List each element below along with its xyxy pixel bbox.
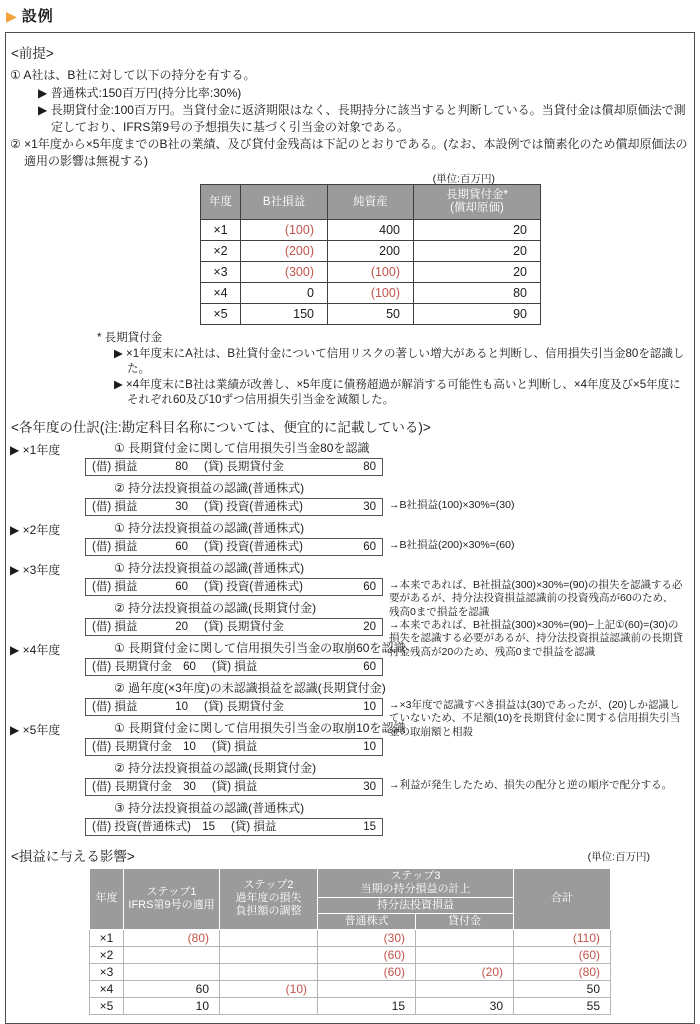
debit-label: (借) 損益 (92, 620, 138, 633)
col-year: 年度 (90, 868, 124, 929)
credit-amount: 15 (363, 820, 376, 833)
journal-entry-box (85, 618, 383, 636)
loan-cell (416, 980, 514, 997)
journal-entry-box (85, 738, 383, 756)
credit-amount: 30 (363, 500, 376, 513)
journal-year-label: ▶ ×4年度 (10, 642, 61, 657)
col-year: 年度 (201, 185, 241, 220)
credit-amount: 60 (363, 660, 376, 673)
na-cell: 400 (328, 220, 414, 241)
na-cell: (100) (328, 283, 414, 304)
journal-entry-box (85, 498, 383, 516)
journal-entry-title: ③ 持分法投資損益の認識(普通株式) (114, 800, 305, 815)
impact-table (89, 868, 611, 1015)
premise-item-1: ① A社は、B社に対して以下の持分を有する。 (10, 68, 256, 82)
journal-entry-box (85, 818, 383, 836)
journal-entry-title: ② 持分法投資損益の認識(普通株式) (114, 480, 305, 495)
journal-entry-title: ② 過年度(×3年度)の未認識損益を認識(長期貸付金) (114, 680, 386, 695)
debit-amount: 60 (175, 540, 188, 553)
unit-label: (単位:百万円) (587, 850, 650, 863)
credit-label: (貸) 損益 (211, 780, 258, 793)
journal-entry-box (85, 578, 383, 596)
credit-amount: 10 (363, 740, 376, 753)
stock-cell: (30) (318, 929, 416, 946)
footnote-title: * 長期貸付金 (97, 332, 163, 344)
credit-amount: 80 (363, 460, 376, 473)
table-row (90, 997, 611, 1014)
debit-label: (借) 損益 (92, 540, 138, 553)
journal-annotation: →B社損益(100)×30%=(30) (389, 498, 515, 511)
col-common-stock: 普通株式 (318, 913, 416, 929)
journal-year-label: ▶ ×2年度 (10, 522, 61, 537)
loan-cell: 30 (416, 997, 514, 1014)
year-cell: ×1 (201, 220, 241, 241)
impact-heading-row (11, 845, 688, 865)
step2-cell (220, 946, 318, 963)
journal-entry-row (85, 538, 688, 556)
orange-triangle-icon: ▶ (6, 7, 17, 24)
premise-item-2: ② ×1年度から×5年度までのB社の業績、及び貸付金残高は下記のとおりである。(なお、本設例では簡素化のため償却原価法の適用の影響は無視する) (10, 137, 688, 168)
pl-cell: (200) (241, 241, 328, 262)
journal-entry-title: ① 長期貸付金に関して信用損失引当金80を認識 (114, 440, 370, 455)
premise-bullet-stock: ▶ 普通株式:150百万円(持分比率:30%) (38, 85, 242, 100)
step2-cell (220, 929, 318, 946)
credit-label: (貸) 長期貸付金 (204, 620, 284, 633)
journal-entry-box (85, 698, 383, 716)
journal-year-label: ▶ ×1年度 (10, 442, 61, 457)
year-cell: ×3 (201, 262, 241, 283)
col-net-assets: 純資産 (328, 185, 414, 220)
unit-label: (単位:百万円) (432, 173, 495, 185)
impact-heading: <損益に与える影響> (11, 848, 135, 864)
debit-label: (借) 長期貸付金 (92, 740, 172, 753)
debit-amount: 10 (183, 740, 196, 753)
total-cell: (110) (514, 929, 611, 946)
stock-cell: 15 (318, 997, 416, 1014)
table-row (201, 262, 541, 283)
journal-entry-row (85, 498, 688, 516)
step1-cell: 60 (124, 980, 220, 997)
table-row (201, 283, 541, 304)
premise-bullet-loan: ▶ 長期貸付金:100百万円。当貸付金に返済期限はなく、長期持分に該当すると判断している。当貸付金は償却原価法で測定しており、IFRS第9号の予想損失に基づく引当金の対象である。 (38, 103, 686, 134)
credit-label: (貸) 投資(普通株式) (204, 540, 304, 553)
year-cell: ×4 (201, 283, 241, 304)
pl-cell: (100) (241, 220, 328, 241)
total-cell: (60) (514, 946, 611, 963)
journal-entry-row (85, 778, 688, 796)
step1-cell: 10 (124, 997, 220, 1014)
loan-cell: 20 (414, 262, 541, 283)
na-cell: 200 (328, 241, 414, 262)
example-box (5, 32, 695, 1024)
debit-label: (借) 損益 (92, 460, 138, 473)
step1-cell: (80) (124, 929, 220, 946)
step2-cell: (10) (220, 980, 318, 997)
loan-cell: 80 (414, 283, 541, 304)
journal-entry-row (85, 458, 688, 476)
journal-entry-box (85, 778, 383, 796)
step1-cell (124, 963, 220, 980)
debit-label: (借) 長期貸付金 (92, 780, 172, 793)
journal-entry-row (85, 818, 688, 836)
journal-year-x5 (10, 721, 688, 836)
journal-entry-title: ① 持分法投資損益の認識(普通株式) (114, 560, 305, 575)
stock-cell (318, 980, 416, 997)
step1-cell (124, 946, 220, 963)
table-row (90, 963, 611, 980)
table-row (201, 220, 541, 241)
credit-label: (貸) 長期貸付金 (204, 460, 284, 473)
debit-label: (借) 長期貸付金 (92, 660, 172, 673)
credit-label: (貸) 長期貸付金 (204, 700, 284, 713)
journal-year-x2 (10, 521, 688, 556)
pl-cell: (300) (241, 262, 328, 283)
debit-label: (借) 損益 (92, 580, 138, 593)
premise-heading: <前提> (11, 46, 54, 61)
col-step2: ステップ2 過年度の損失 負担額の調整 (220, 868, 318, 929)
year-cell: ×5 (90, 997, 124, 1014)
col-step1: ステップ1 IFRS第9号の適用 (124, 868, 220, 929)
year-cell: ×5 (201, 304, 241, 325)
table-row (201, 241, 541, 262)
table-row (90, 946, 611, 963)
journal-year-x1 (10, 441, 688, 516)
col-loan: 貸付金 (416, 913, 514, 929)
table-row (201, 304, 541, 325)
credit-label: (貸) 投資(普通株式) (204, 500, 304, 513)
credit-amount: 10 (363, 700, 376, 713)
credit-label: (貸) 損益 (211, 740, 258, 753)
journal-entry-box (85, 658, 383, 676)
na-cell: (100) (328, 262, 414, 283)
stock-cell: (60) (318, 946, 416, 963)
loan-cell: 20 (414, 241, 541, 262)
page-title-text: 設例 (21, 8, 54, 25)
performance-table-wrap (200, 173, 540, 325)
debit-amount: 80 (175, 460, 188, 473)
journal-entry-box (85, 538, 383, 556)
debit-amount: 20 (175, 620, 188, 633)
debit-label: (借) 投資(普通株式) (92, 820, 192, 833)
debit-amount: 30 (175, 500, 188, 513)
journal-entry-box (85, 458, 383, 476)
col-loan: 長期貸付金* (償却原価) (414, 185, 541, 220)
footnote-bullet-1: ▶ ×1年度末にA社は、B社貸付金について信用リスクの著しい増大があると判断し、信用損失引当金80を認識した。 (114, 347, 685, 375)
loan-cell (416, 929, 514, 946)
credit-label: (貸) 損益 (231, 820, 277, 833)
credit-label: (貸) 損益 (211, 660, 258, 673)
journal-year-label: ▶ ×5年度 (10, 722, 61, 737)
step2-cell (220, 963, 318, 980)
journal-annotation: →×3年度で認識すべき損益は(30)であったが、(20)しか認識していないため、不足額(10)を長期貸付金に関する信用損失引当金の取崩額と相殺 (389, 698, 681, 738)
credit-amount: 30 (363, 780, 376, 793)
year-cell: ×2 (90, 946, 124, 963)
table-row (90, 929, 611, 946)
loan-footnote (97, 331, 688, 409)
total-cell: 55 (514, 997, 611, 1014)
journal-annotation: →利益が発生したため、損失の配分と逆の順序で配分する。 (389, 778, 673, 791)
journal-heading: <各年度の仕訳(注:勘定科目名称については、便宜的に記載している)> (11, 419, 431, 435)
pl-cell: 150 (241, 304, 328, 325)
journal-entry-row (85, 738, 688, 756)
debit-amount: 15 (202, 820, 216, 833)
journal-annotation: →本来であれば、B社損益(300)×30%=(90)の損失を認識する必要があるが、持分法投資損益認識前の投資残高が60のため、残高0まで損益を認識 (389, 578, 683, 618)
year-cell: ×1 (90, 929, 124, 946)
na-cell: 50 (328, 304, 414, 325)
table-row (90, 980, 611, 997)
journal-entry-title: ① 持分法投資損益の認識(普通株式) (114, 520, 305, 535)
pl-cell: 0 (241, 283, 328, 304)
col-bsha-pl: B社損益 (241, 185, 328, 220)
year-cell: ×4 (90, 980, 124, 997)
step2-cell (220, 997, 318, 1014)
journal-year-label: ▶ ×3年度 (10, 562, 61, 577)
loan-cell: 20 (414, 220, 541, 241)
footnote-bullet-2: ▶ ×4年度末にB社は業績が改善し、×5年度に債務超過が解消する可能性も高いと判断し、×4年度及び×5年度にそれぞれ60及び10ずつ信用損失引当金を減額した。 (114, 378, 681, 406)
debit-amount: 30 (183, 780, 196, 793)
journal-entry-title: ② 持分法投資損益の認識(長期貸付金) (114, 600, 317, 615)
journal-entry-title: ① 長期貸付金に関して信用損失引当金の取崩60を認識 (114, 640, 406, 655)
loan-cell (416, 946, 514, 963)
debit-amount: 10 (175, 700, 188, 713)
journal-annotation: →本来であれば、B社損益(300)×30%=(90)−上記①(60)=(30)の損失を認識する必要があるが、持分法投資損益認識前の長期貸付金残高が20のため、残高0まで損益を認識 (389, 618, 683, 658)
credit-amount: 60 (363, 580, 376, 593)
performance-table (200, 184, 541, 325)
year-cell: ×3 (90, 963, 124, 980)
debit-label: (借) 損益 (92, 500, 138, 513)
total-cell: (80) (514, 963, 611, 980)
loan-cell: 90 (414, 304, 541, 325)
journal-entry-title: ① 長期貸付金に関して信用損失引当金の取崩10を認識 (114, 720, 406, 735)
debit-amount: 60 (175, 580, 188, 593)
credit-label: (貸) 投資(普通株式) (204, 580, 304, 593)
col-equity-method-pl: 持分法投資損益 (318, 897, 514, 913)
credit-amount: 60 (363, 540, 376, 553)
journal-annotation: →B社損益(200)×30%=(60) (389, 538, 515, 551)
total-cell: 50 (514, 980, 611, 997)
journal-entry-title: ② 持分法投資損益の認識(長期貸付金) (114, 760, 317, 775)
page-title (5, 3, 695, 32)
col-step3-group: ステップ3 当期の持分損益の計上 (318, 868, 514, 897)
loan-cell: (20) (416, 963, 514, 980)
debit-amount: 60 (183, 660, 196, 673)
stock-cell: (60) (318, 963, 416, 980)
year-cell: ×2 (201, 241, 241, 262)
debit-label: (借) 損益 (92, 700, 138, 713)
credit-amount: 20 (363, 620, 376, 633)
col-total: 合計 (514, 868, 611, 929)
journal-entry-row (85, 658, 688, 676)
